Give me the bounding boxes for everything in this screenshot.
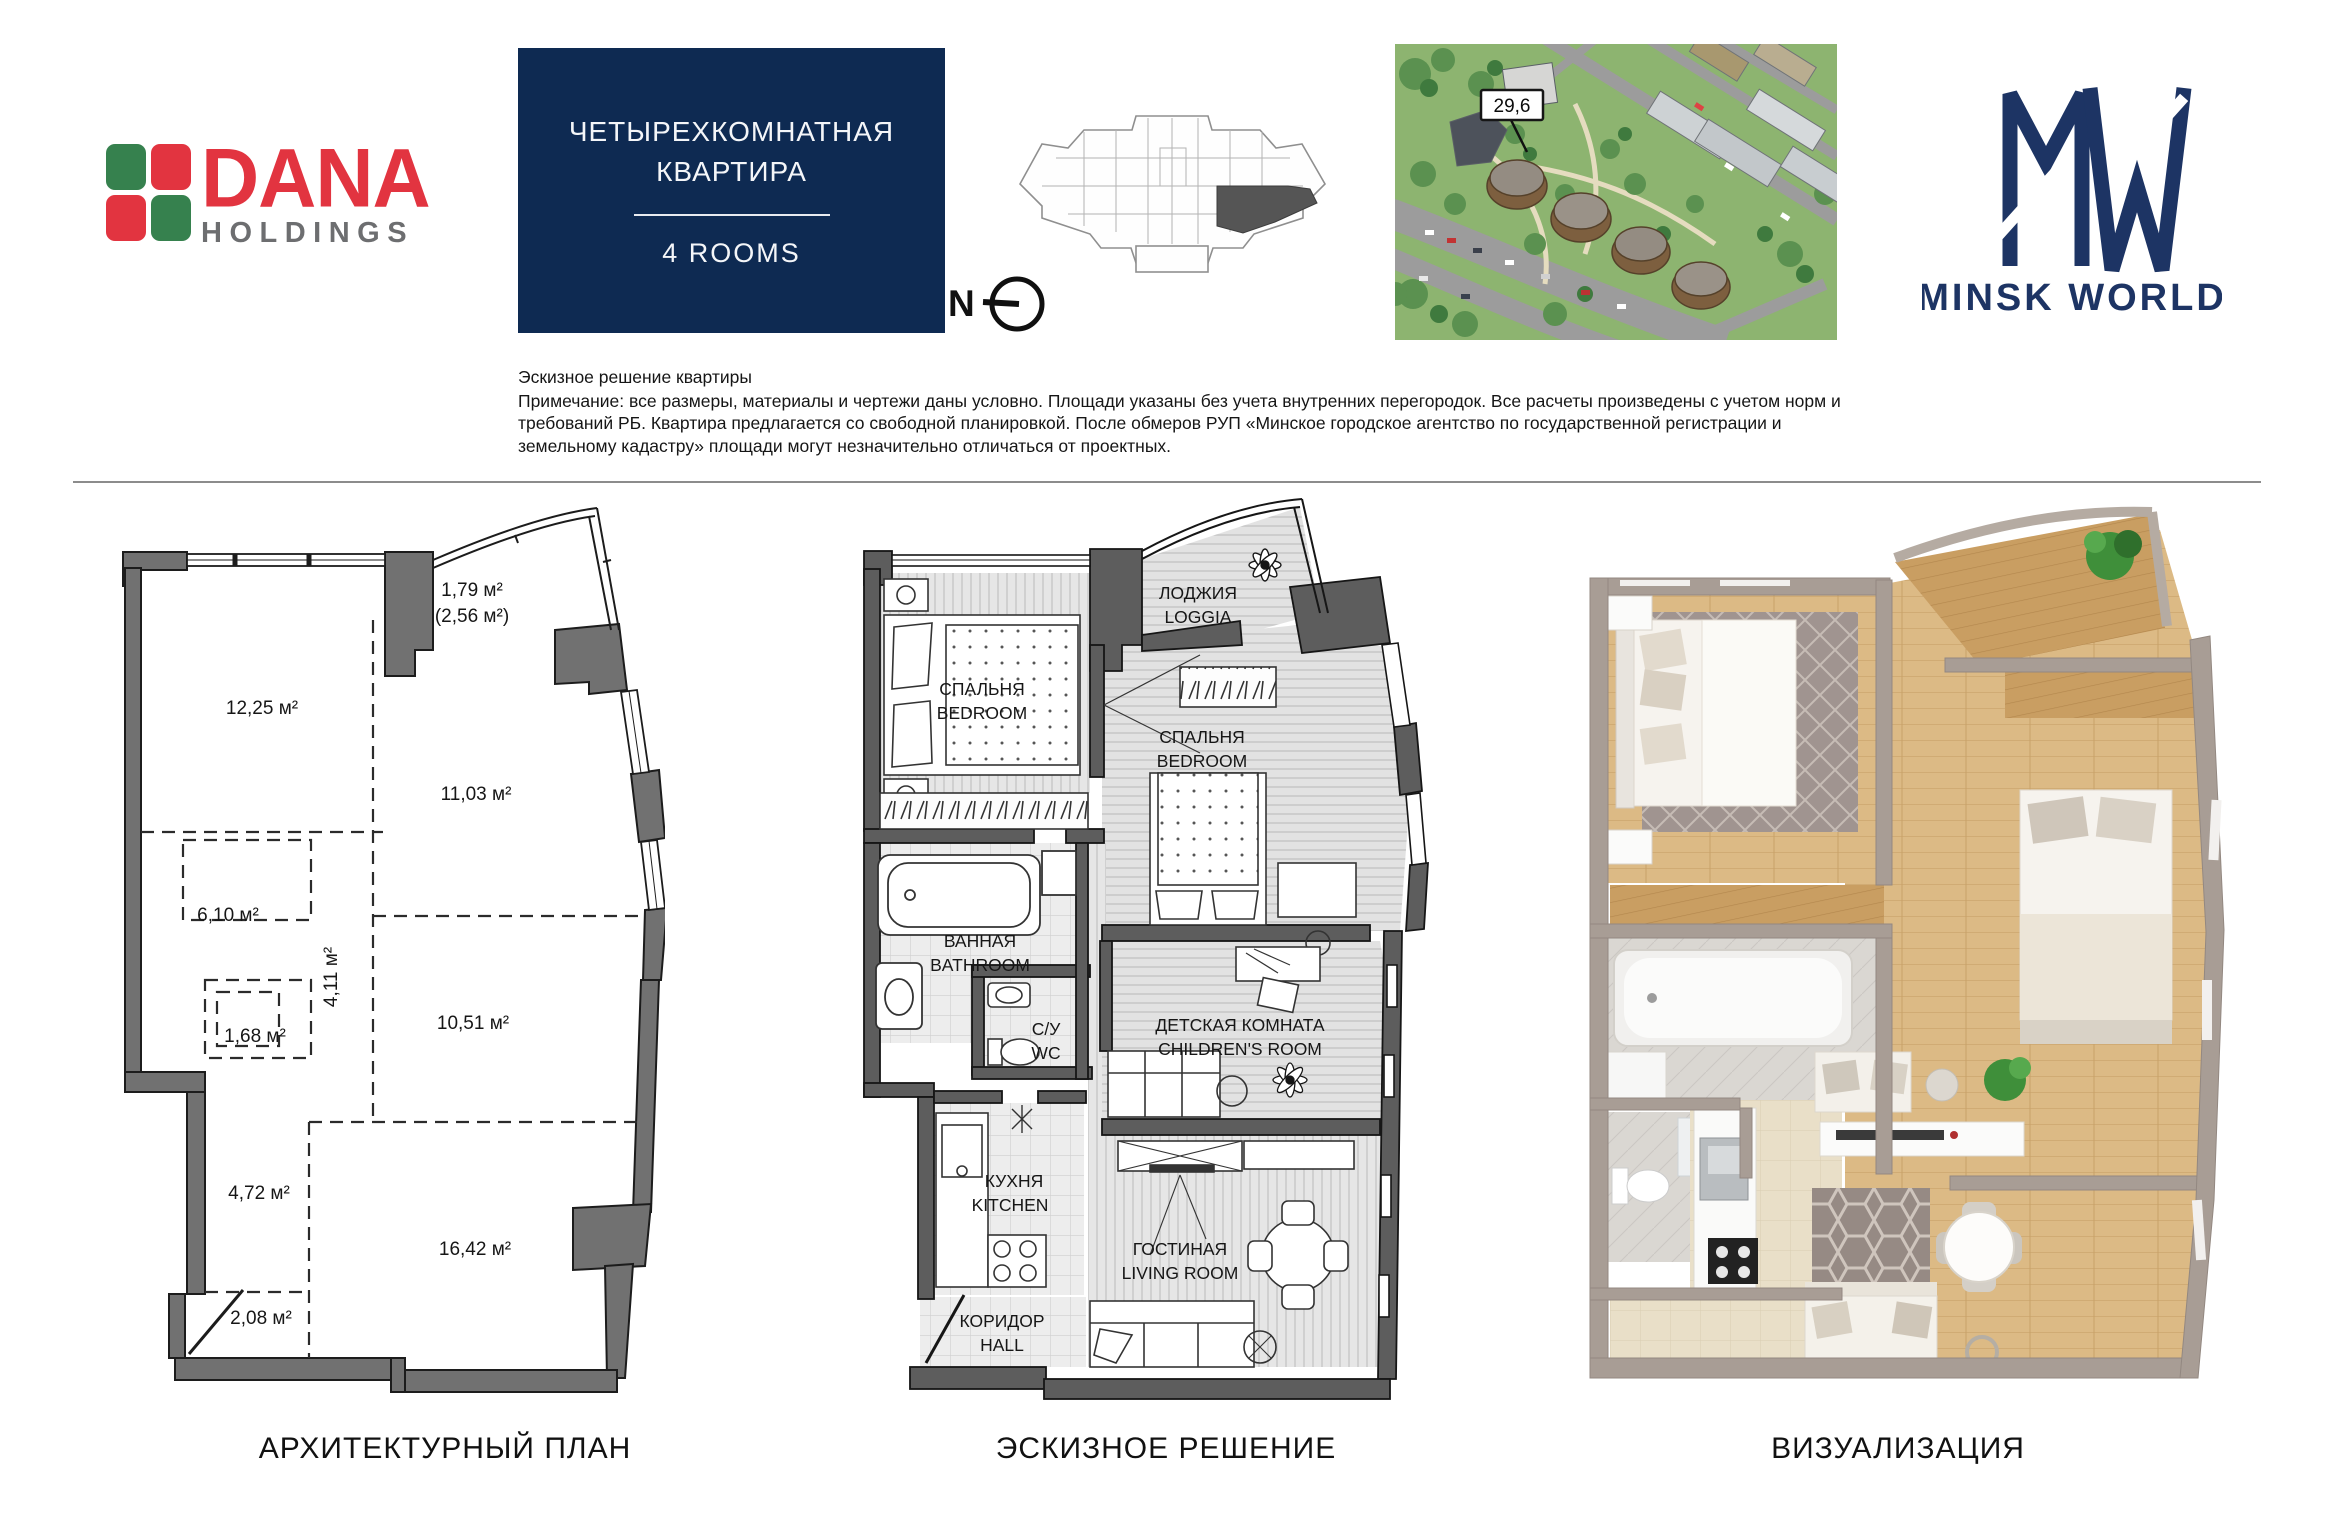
disclaimer-heading: Эскизное решение квартиры xyxy=(518,367,752,387)
area-balcony-alt: (2,56 м²) xyxy=(434,606,510,627)
label-bedroom1-en: BEDROOM xyxy=(936,703,1028,723)
compass-icon xyxy=(977,272,1051,336)
label-children-ru: ДЕТСКАЯ КОМНАТА xyxy=(1155,1015,1325,1035)
area-living: 16,42 м² xyxy=(438,1239,512,1260)
title-line1: ЧЕТЫРЕХКОМНАТНАЯ xyxy=(568,116,895,147)
label-bedroom1-ru: СПАЛЬНЯ xyxy=(939,679,1025,699)
label-loggia-ru: ЛОДЖИЯ xyxy=(1159,583,1237,603)
label-loggia-en: LOGGIA xyxy=(1164,607,1232,627)
area-bedroom2: 11,03 м² xyxy=(440,784,512,805)
label-bedroom2-ru: СПАЛЬНЯ xyxy=(1159,727,1245,747)
site-aerial-map xyxy=(1395,44,1837,345)
label-living-ru: ГОСТИНАЯ xyxy=(1132,1239,1228,1259)
side-table-icon xyxy=(1926,1069,1958,1101)
minsk-world-wordmark: MINSK WORLD xyxy=(1922,277,2222,319)
sketch-plan-drawing xyxy=(850,495,1440,1415)
architectural-plan-drawing xyxy=(85,502,665,1407)
armchair-icon xyxy=(1815,1052,1911,1112)
visualization-render xyxy=(1550,500,2240,1420)
label-living-en: LIVING ROOM xyxy=(1121,1263,1239,1283)
area-children: 10,51 м² xyxy=(436,1013,510,1034)
area-balcony: 1,79 м² xyxy=(441,580,503,601)
bed-second-icon xyxy=(2020,790,2172,1044)
label-bathroom-en: BATHROOM xyxy=(930,955,1030,975)
dana-square-red-icon xyxy=(106,195,146,241)
dana-square-green-icon xyxy=(151,195,191,241)
label-bedroom2-en: BEDROOM xyxy=(1156,751,1248,771)
building-footprint-drawing xyxy=(1012,86,1334,282)
dana-holdings-logo xyxy=(106,130,430,250)
section-divider xyxy=(73,481,2261,483)
label-bathroom-ru: ВАННАЯ xyxy=(943,931,1017,951)
compass-n-label: N xyxy=(948,283,975,324)
caption-architectural-plan: АРХИТЕКТУРНЫЙ ПЛАН xyxy=(258,1432,632,1465)
label-kitchen-en: KITCHEN xyxy=(971,1195,1049,1215)
label-children-en: CHILDREN'S ROOM xyxy=(1158,1039,1322,1059)
caption-sketch-plan: ЭСКИЗНОЕ РЕШЕНИЕ xyxy=(995,1432,1337,1465)
dana-square-red-icon xyxy=(151,144,191,190)
title-divider xyxy=(634,214,830,216)
svg-text:29,6: 29,6 xyxy=(1493,96,1531,117)
caption-visualization: ВИЗУАЛИЗАЦИЯ xyxy=(1771,1432,2025,1465)
north-compass xyxy=(948,272,1051,336)
label-wc-ru: С/У xyxy=(1031,1019,1061,1039)
title-rooms: 4 ROOMS xyxy=(662,238,801,268)
minsk-world-logo xyxy=(1922,58,2222,325)
area-bedroom1: 12,25 м² xyxy=(225,698,299,719)
dana-square-green-icon xyxy=(106,144,146,190)
bathtub-icon xyxy=(1614,950,1852,1046)
area-entry: 2,08 м² xyxy=(230,1308,292,1329)
apartment-title-box xyxy=(518,48,945,333)
label-hall-en: HALL xyxy=(980,1335,1024,1355)
toilet-icon xyxy=(1612,1168,1669,1204)
building-floor-overview xyxy=(1012,86,1334,287)
living-rug-icon xyxy=(1812,1188,1930,1290)
architectural-plan xyxy=(85,502,665,1412)
area-kitchen: 4,72 м² xyxy=(228,1183,290,1204)
sketch-plan xyxy=(850,495,1440,1420)
tv-bench-icon xyxy=(1820,1122,2024,1156)
area-bath-zone: 6,10 м² xyxy=(197,905,259,926)
label-hall-ru: КОРИДОР xyxy=(959,1311,1045,1331)
bath-sink-icon xyxy=(1608,1052,1666,1098)
dana-holdings-wordmark: HOLDINGS xyxy=(201,217,415,249)
title-line2: КВАРТИРА xyxy=(656,156,807,187)
area-storage: 1,68 м² xyxy=(224,1026,286,1047)
disclaimer-body: Примечание: все размеры, материалы и чертежи даны условно. Площади указаны без учета внутренних перегородок. Все расчеты произведены с учетом норм и требований РБ. Квартира предлагается со свободной планировкой. После обмеров РУП «Минское городское агентство по государственной регистрации и земельному кадастру» площади могут незначительно отличаться от проектных. xyxy=(518,390,1841,456)
map-building-label xyxy=(1481,90,1543,120)
site-map-illustration xyxy=(1395,44,1837,340)
label-kitchen-ru: КУХНЯ xyxy=(984,1171,1044,1191)
dana-logo-squares-icon xyxy=(106,144,191,241)
visualization-drawing xyxy=(1550,500,2240,1415)
minsk-world-monogram-icon xyxy=(1922,58,2222,320)
label-wc-en: WC xyxy=(1031,1043,1061,1063)
dana-wordmark: DANA xyxy=(201,130,430,225)
disclaimer-text xyxy=(518,366,1850,457)
area-corridor: 4,11 м² xyxy=(321,946,342,1008)
